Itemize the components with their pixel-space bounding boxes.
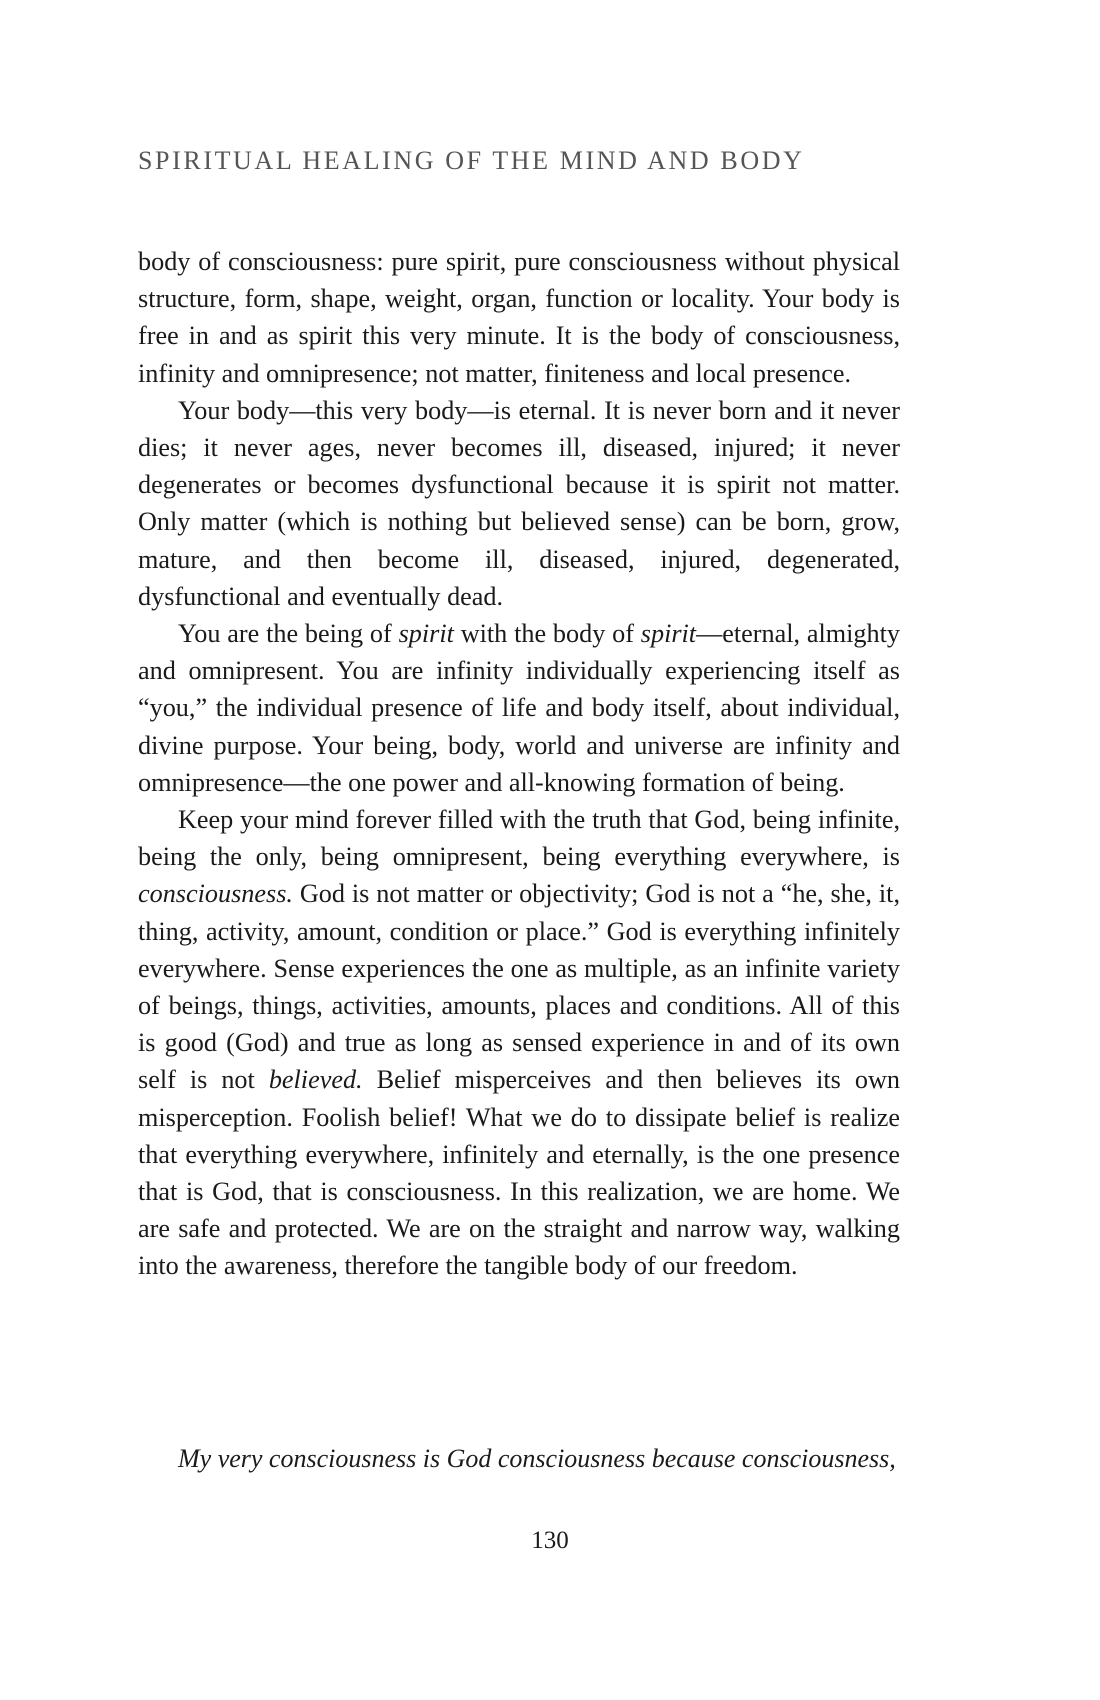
paragraph-text: God is not matter or objectivity; God is not a “he, she, it, thing, activity, amount, condition or place.” God is everything infinitely everywhere. Sense experiences the one as multiple, as an infinite variety of beings, things, activities, amounts, places and conditions. All of this is good (God) and true as long as sensed experience in and of its own self is not — [138, 879, 900, 1095]
emphasis-text: spirit — [398, 619, 454, 649]
running-head: SPIRITUAL HEALING OF THE MIND AND BODY — [138, 146, 805, 175]
page-number: 130 — [531, 1527, 569, 1554]
paragraph-text: Belief misperceives and then believes its own misperception. Foolish belief! What we do to dissipate belief is realize that everything everywhere, infinitely and eternally, is the one presence that is God, that is consciousness. In this realization, we are home. We are safe and protected. We are on the straight and narrow way, walking into the awareness, therefore the tangible body of our freedom. — [138, 1065, 900, 1281]
paragraph — [138, 392, 900, 615]
paragraph-text: body of consciousness: pure spirit, pure consciousness without physical structure, form, shape, weight, organ, function or locality. Your body is free in and as spirit this very minute. It is the body of consciousness, infinity and omnipresence; not matter, finiteness and local presence. — [138, 247, 900, 388]
paragraph-text: Your body—this very body—is eternal. It is never born and it never dies; it never ages, never becomes ill, diseased, injured; it never degenerates or becomes dysfunctional because it is spirit not matter. Only matter (which is nothing but believed sense) can be born, grow, mature, and then become ill, diseased, injured, degenerated, dysfunctional and eventually dead. — [138, 395, 900, 611]
paragraph — [138, 615, 900, 801]
paragraph-text: with the body of — [453, 619, 641, 649]
emphasis-text: consciousness. — [138, 879, 293, 909]
paragraph-text: Keep your mind forever filled with the truth that God, being infinite, being the only, being omnipresent, being everything everywhere, is — [138, 805, 900, 872]
meditation-quote: My very consciousness is God consciousness because consciousness, — [178, 1444, 896, 1473]
body-text — [138, 243, 900, 1285]
paragraph — [138, 243, 900, 392]
paragraph-text: —eternal, almighty and omnipresent. You are infinity individually experiencing itself as “you,” the individual presence of life and body itself, about individual, divine purpose. Your being, body, world and universe are infinity and omnipresence—the one power and all-knowing formation of being. — [138, 619, 900, 797]
paragraph-text: You are the being of — [178, 619, 399, 649]
emphasis-text: spirit — [640, 619, 697, 649]
paragraph — [138, 801, 900, 1285]
emphasis-text: believed. — [268, 1065, 363, 1095]
